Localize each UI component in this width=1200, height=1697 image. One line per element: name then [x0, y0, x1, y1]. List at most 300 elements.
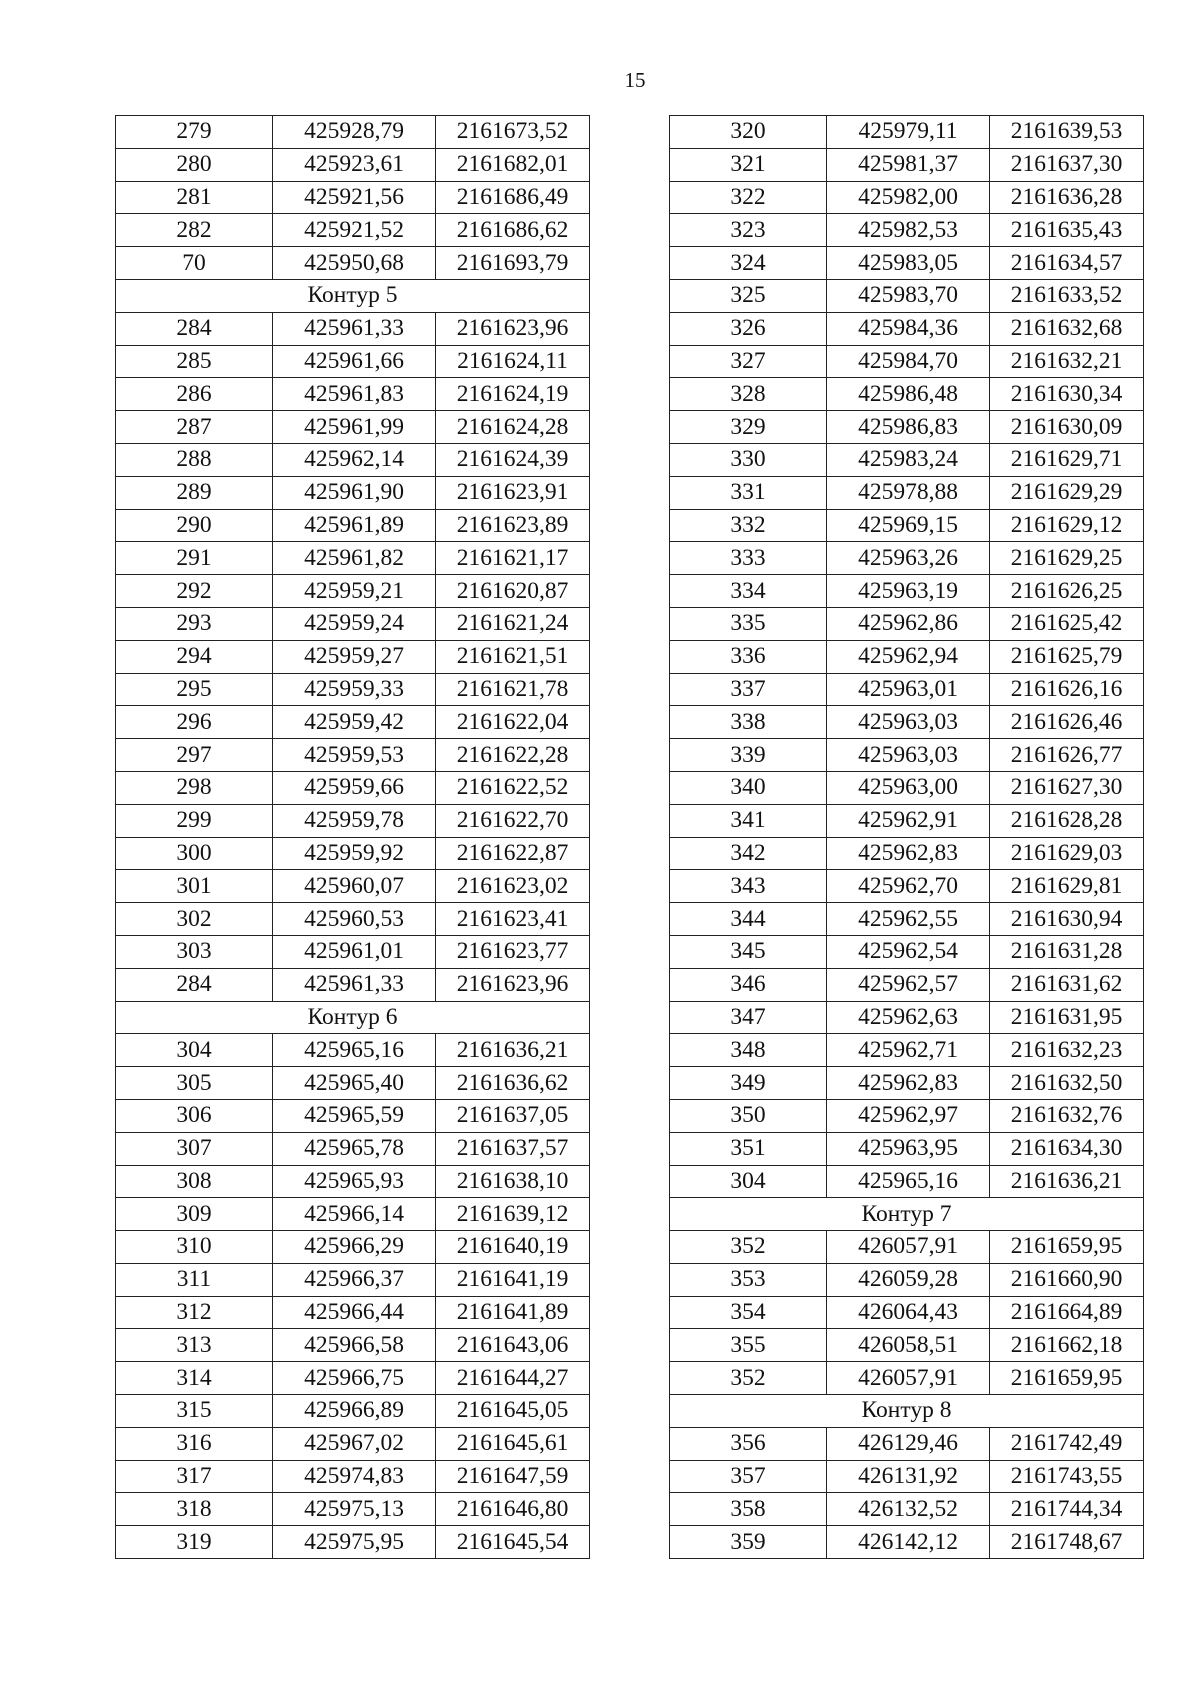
point-number-cell: 351 [670, 1132, 827, 1165]
table-row [670, 411, 1144, 444]
x-coordinate-cell: 425962,83 [827, 837, 990, 870]
table-row [670, 1263, 1144, 1296]
table-row [670, 148, 1144, 181]
x-coordinate-cell: 425975,95 [273, 1526, 436, 1559]
table-row [116, 1165, 590, 1198]
table-row [116, 903, 590, 936]
y-coordinate-cell: 2161624,11 [436, 345, 590, 378]
x-coordinate-cell: 425986,48 [827, 378, 990, 411]
x-coordinate-cell: 426058,51 [827, 1329, 990, 1362]
x-coordinate-cell: 426131,92 [827, 1460, 990, 1493]
x-coordinate-cell: 425984,36 [827, 312, 990, 345]
y-coordinate-cell: 2161631,28 [990, 935, 1144, 968]
table-row [670, 771, 1144, 804]
point-number-cell: 302 [116, 903, 273, 936]
y-coordinate-cell: 2161629,25 [990, 542, 1144, 575]
x-coordinate-cell: 425965,16 [273, 1034, 436, 1067]
y-coordinate-cell: 2161639,53 [990, 116, 1144, 149]
point-number-cell: 341 [670, 804, 827, 837]
table-row [670, 247, 1144, 280]
table-row [670, 1296, 1144, 1329]
point-number-cell: 315 [116, 1395, 273, 1428]
y-coordinate-cell: 2161627,30 [990, 771, 1144, 804]
table-row [116, 378, 590, 411]
point-number-cell: 306 [116, 1099, 273, 1132]
table-row [670, 1165, 1144, 1198]
point-number-cell: 297 [116, 739, 273, 772]
point-number-cell: 358 [670, 1493, 827, 1526]
point-number-cell: 298 [116, 771, 273, 804]
table-row [670, 542, 1144, 575]
x-coordinate-cell: 425960,07 [273, 870, 436, 903]
contour-heading-row [670, 1198, 1144, 1231]
table-row [116, 575, 590, 608]
y-coordinate-cell: 2161620,87 [436, 575, 590, 608]
point-number-cell: 301 [116, 870, 273, 903]
x-coordinate-cell: 425984,70 [827, 345, 990, 378]
y-coordinate-cell: 2161632,21 [990, 345, 1144, 378]
y-coordinate-cell: 2161626,25 [990, 575, 1144, 608]
table-row [670, 181, 1144, 214]
y-coordinate-cell: 2161637,57 [436, 1132, 590, 1165]
point-number-cell: 348 [670, 1034, 827, 1067]
table-row [116, 673, 590, 706]
y-coordinate-cell: 2161643,06 [436, 1329, 590, 1362]
x-coordinate-cell: 425963,03 [827, 739, 990, 772]
x-coordinate-cell: 425959,24 [273, 607, 436, 640]
y-coordinate-cell: 2161673,52 [436, 116, 590, 149]
y-coordinate-cell: 2161623,89 [436, 509, 590, 542]
x-coordinate-cell: 425981,37 [827, 148, 990, 181]
x-coordinate-cell: 425966,37 [273, 1263, 436, 1296]
y-coordinate-cell: 2161630,34 [990, 378, 1144, 411]
y-coordinate-cell: 2161629,81 [990, 870, 1144, 903]
x-coordinate-cell: 425986,83 [827, 411, 990, 444]
point-number-cell: 338 [670, 706, 827, 739]
point-number-cell: 334 [670, 575, 827, 608]
x-coordinate-cell: 425966,89 [273, 1395, 436, 1428]
x-coordinate-cell: 425963,00 [827, 771, 990, 804]
x-coordinate-cell: 425959,53 [273, 739, 436, 772]
point-number-cell: 352 [670, 1231, 827, 1264]
table-row [116, 804, 590, 837]
table-row [116, 443, 590, 476]
y-coordinate-cell: 2161686,49 [436, 181, 590, 214]
table-row [116, 640, 590, 673]
table-row [670, 1427, 1144, 1460]
y-coordinate-cell: 2161630,94 [990, 903, 1144, 936]
x-coordinate-cell: 425983,05 [827, 247, 990, 280]
point-number-cell: 325 [670, 279, 827, 312]
contour-heading: Контур 7 [670, 1198, 1144, 1231]
x-coordinate-cell: 425978,88 [827, 476, 990, 509]
table-row [116, 935, 590, 968]
x-coordinate-cell: 425974,83 [273, 1460, 436, 1493]
point-number-cell: 284 [116, 968, 273, 1001]
y-coordinate-cell: 2161621,24 [436, 607, 590, 640]
table-row [116, 148, 590, 181]
x-coordinate-cell: 425962,55 [827, 903, 990, 936]
x-coordinate-cell: 425969,15 [827, 509, 990, 542]
point-number-cell: 327 [670, 345, 827, 378]
x-coordinate-cell: 425963,26 [827, 542, 990, 575]
y-coordinate-cell: 2161636,28 [990, 181, 1144, 214]
x-coordinate-cell: 425961,89 [273, 509, 436, 542]
point-number-cell: 340 [670, 771, 827, 804]
y-coordinate-cell: 2161744,34 [990, 1493, 1144, 1526]
x-coordinate-cell: 425928,79 [273, 116, 436, 149]
y-coordinate-cell: 2161622,70 [436, 804, 590, 837]
page-number: 15 [624, 68, 646, 92]
table-row [116, 1263, 590, 1296]
table-row [670, 673, 1144, 706]
table-row [116, 1034, 590, 1067]
contour-heading-row [670, 1395, 1144, 1428]
point-number-cell: 332 [670, 509, 827, 542]
y-coordinate-cell: 2161631,62 [990, 968, 1144, 1001]
table-row [116, 1395, 590, 1428]
x-coordinate-cell: 425966,44 [273, 1296, 436, 1329]
y-coordinate-cell: 2161622,04 [436, 706, 590, 739]
x-coordinate-cell: 425959,78 [273, 804, 436, 837]
x-coordinate-cell: 425962,63 [827, 1001, 990, 1034]
x-coordinate-cell: 425962,94 [827, 640, 990, 673]
point-number-cell: 328 [670, 378, 827, 411]
x-coordinate-cell: 425921,56 [273, 181, 436, 214]
x-coordinate-cell: 425962,54 [827, 935, 990, 968]
y-coordinate-cell: 2161638,10 [436, 1165, 590, 1198]
point-number-cell: 352 [670, 1362, 827, 1395]
y-coordinate-cell: 2161625,42 [990, 607, 1144, 640]
point-number-cell: 320 [670, 116, 827, 149]
point-number-cell: 333 [670, 542, 827, 575]
table-row [670, 903, 1144, 936]
x-coordinate-cell: 425962,86 [827, 607, 990, 640]
table-row [670, 1132, 1144, 1165]
y-coordinate-cell: 2161626,46 [990, 706, 1144, 739]
y-coordinate-cell: 2161632,23 [990, 1034, 1144, 1067]
y-coordinate-cell: 2161629,12 [990, 509, 1144, 542]
table-row [670, 443, 1144, 476]
point-number-cell: 336 [670, 640, 827, 673]
x-coordinate-cell: 425923,61 [273, 148, 436, 181]
x-coordinate-cell: 426132,52 [827, 1493, 990, 1526]
table-row [670, 575, 1144, 608]
x-coordinate-cell: 425965,78 [273, 1132, 436, 1165]
table-row [116, 1132, 590, 1165]
x-coordinate-cell: 426129,46 [827, 1427, 990, 1460]
x-coordinate-cell: 425962,97 [827, 1099, 990, 1132]
table-row [116, 607, 590, 640]
x-coordinate-cell: 425966,75 [273, 1362, 436, 1395]
table-row [670, 968, 1144, 1001]
table-row [116, 1493, 590, 1526]
point-number-cell: 288 [116, 443, 273, 476]
table-row [116, 476, 590, 509]
y-coordinate-cell: 2161632,50 [990, 1067, 1144, 1100]
y-coordinate-cell: 2161624,19 [436, 378, 590, 411]
point-number-cell: 311 [116, 1263, 273, 1296]
y-coordinate-cell: 2161623,96 [436, 968, 590, 1001]
x-coordinate-cell: 425967,02 [273, 1427, 436, 1460]
table-row [670, 1067, 1144, 1100]
point-number-cell: 307 [116, 1132, 273, 1165]
table-row [670, 1329, 1144, 1362]
point-number-cell: 304 [670, 1165, 827, 1198]
x-coordinate-cell: 425962,83 [827, 1067, 990, 1100]
point-number-cell: 284 [116, 312, 273, 345]
x-coordinate-cell: 425982,00 [827, 181, 990, 214]
table-row [116, 181, 590, 214]
y-coordinate-cell: 2161622,87 [436, 837, 590, 870]
point-number-cell: 70 [116, 247, 273, 280]
x-coordinate-cell: 425966,14 [273, 1198, 436, 1231]
y-coordinate-cell: 2161621,78 [436, 673, 590, 706]
x-coordinate-cell: 425959,42 [273, 706, 436, 739]
x-coordinate-cell: 426057,91 [827, 1231, 990, 1264]
table-row [116, 1296, 590, 1329]
point-number-cell: 359 [670, 1526, 827, 1559]
point-number-cell: 308 [116, 1165, 273, 1198]
point-number-cell: 286 [116, 378, 273, 411]
point-number-cell: 353 [670, 1263, 827, 1296]
y-coordinate-cell: 2161622,52 [436, 771, 590, 804]
point-number-cell: 296 [116, 706, 273, 739]
table-row [116, 739, 590, 772]
table-row [116, 1427, 590, 1460]
point-number-cell: 349 [670, 1067, 827, 1100]
x-coordinate-cell: 426057,91 [827, 1362, 990, 1395]
contour-heading-row [116, 279, 590, 312]
y-coordinate-cell: 2161662,18 [990, 1329, 1144, 1362]
table-row [670, 706, 1144, 739]
table-row [116, 1231, 590, 1264]
y-coordinate-cell: 2161647,59 [436, 1460, 590, 1493]
point-number-cell: 324 [670, 247, 827, 280]
table-row [116, 411, 590, 444]
table-row [670, 476, 1144, 509]
x-coordinate-cell: 425965,40 [273, 1067, 436, 1100]
x-coordinate-cell: 425962,70 [827, 870, 990, 903]
x-coordinate-cell: 425965,16 [827, 1165, 990, 1198]
table-row [116, 837, 590, 870]
x-coordinate-cell: 425966,29 [273, 1231, 436, 1264]
x-coordinate-cell: 425961,90 [273, 476, 436, 509]
point-number-cell: 337 [670, 673, 827, 706]
table-row [116, 542, 590, 575]
y-coordinate-cell: 2161623,91 [436, 476, 590, 509]
point-number-cell: 299 [116, 804, 273, 837]
x-coordinate-cell: 425963,95 [827, 1132, 990, 1165]
point-number-cell: 292 [116, 575, 273, 608]
y-coordinate-cell: 2161659,95 [990, 1362, 1144, 1395]
point-number-cell: 343 [670, 870, 827, 903]
y-coordinate-cell: 2161624,28 [436, 411, 590, 444]
point-number-cell: 350 [670, 1099, 827, 1132]
table-row [670, 1493, 1144, 1526]
x-coordinate-cell: 425963,03 [827, 706, 990, 739]
y-coordinate-cell: 2161646,80 [436, 1493, 590, 1526]
y-coordinate-cell: 2161645,05 [436, 1395, 590, 1428]
contour-heading: Контур 6 [116, 1001, 590, 1034]
table-row [116, 870, 590, 903]
table-row [670, 804, 1144, 837]
point-number-cell: 318 [116, 1493, 273, 1526]
x-coordinate-cell: 425961,33 [273, 968, 436, 1001]
y-coordinate-cell: 2161644,27 [436, 1362, 590, 1395]
y-coordinate-cell: 2161660,90 [990, 1263, 1144, 1296]
point-number-cell: 316 [116, 1427, 273, 1460]
point-number-cell: 303 [116, 935, 273, 968]
point-number-cell: 305 [116, 1067, 273, 1100]
y-coordinate-cell: 2161626,16 [990, 673, 1144, 706]
x-coordinate-cell: 425963,01 [827, 673, 990, 706]
y-coordinate-cell: 2161623,41 [436, 903, 590, 936]
point-number-cell: 321 [670, 148, 827, 181]
y-coordinate-cell: 2161631,95 [990, 1001, 1144, 1034]
x-coordinate-cell: 425962,91 [827, 804, 990, 837]
y-coordinate-cell: 2161742,49 [990, 1427, 1144, 1460]
y-coordinate-cell: 2161621,51 [436, 640, 590, 673]
y-coordinate-cell: 2161639,12 [436, 1198, 590, 1231]
point-number-cell: 317 [116, 1460, 273, 1493]
point-number-cell: 323 [670, 214, 827, 247]
y-coordinate-cell: 2161682,01 [436, 148, 590, 181]
y-coordinate-cell: 2161664,89 [990, 1296, 1144, 1329]
point-number-cell: 322 [670, 181, 827, 214]
point-number-cell: 304 [116, 1034, 273, 1067]
x-coordinate-cell: 425959,27 [273, 640, 436, 673]
contour-heading: Контур 8 [670, 1395, 1144, 1428]
point-number-cell: 329 [670, 411, 827, 444]
x-coordinate-cell: 425982,53 [827, 214, 990, 247]
table-row [116, 1460, 590, 1493]
x-coordinate-cell: 425959,21 [273, 575, 436, 608]
x-coordinate-cell: 425959,92 [273, 837, 436, 870]
point-number-cell: 344 [670, 903, 827, 936]
table-row [116, 1526, 590, 1559]
y-coordinate-cell: 2161636,62 [436, 1067, 590, 1100]
table-row [670, 870, 1144, 903]
y-coordinate-cell: 2161629,71 [990, 443, 1144, 476]
y-coordinate-cell: 2161625,79 [990, 640, 1144, 673]
x-coordinate-cell: 425983,24 [827, 443, 990, 476]
point-number-cell: 287 [116, 411, 273, 444]
table-row [670, 509, 1144, 542]
table-row [116, 1067, 590, 1100]
table-row [670, 214, 1144, 247]
point-number-cell: 314 [116, 1362, 273, 1395]
point-number-cell: 290 [116, 509, 273, 542]
table-row [670, 1526, 1144, 1559]
point-number-cell: 289 [116, 476, 273, 509]
y-coordinate-cell: 2161632,76 [990, 1099, 1144, 1132]
table-row [670, 312, 1144, 345]
point-number-cell: 354 [670, 1296, 827, 1329]
table-row [116, 1362, 590, 1395]
y-coordinate-cell: 2161622,28 [436, 739, 590, 772]
x-coordinate-cell: 425975,13 [273, 1493, 436, 1526]
point-number-cell: 282 [116, 214, 273, 247]
y-coordinate-cell: 2161659,95 [990, 1231, 1144, 1264]
y-coordinate-cell: 2161623,96 [436, 312, 590, 345]
x-coordinate-cell: 425963,19 [827, 575, 990, 608]
y-coordinate-cell: 2161640,19 [436, 1231, 590, 1264]
table-row [116, 968, 590, 1001]
y-coordinate-cell: 2161621,17 [436, 542, 590, 575]
x-coordinate-cell: 426059,28 [827, 1263, 990, 1296]
point-number-cell: 291 [116, 542, 273, 575]
table-row [116, 1099, 590, 1132]
x-coordinate-cell: 426142,12 [827, 1526, 990, 1559]
point-number-cell: 313 [116, 1329, 273, 1362]
y-coordinate-cell: 2161634,30 [990, 1132, 1144, 1165]
table-row [670, 1001, 1144, 1034]
point-number-cell: 312 [116, 1296, 273, 1329]
point-number-cell: 330 [670, 443, 827, 476]
table-row [670, 1460, 1144, 1493]
x-coordinate-cell: 425961,33 [273, 312, 436, 345]
x-coordinate-cell: 425983,70 [827, 279, 990, 312]
y-coordinate-cell: 2161623,02 [436, 870, 590, 903]
y-coordinate-cell: 2161641,89 [436, 1296, 590, 1329]
y-coordinate-cell: 2161645,54 [436, 1526, 590, 1559]
point-number-cell: 355 [670, 1329, 827, 1362]
point-number-cell: 356 [670, 1427, 827, 1460]
table-row [670, 1099, 1144, 1132]
x-coordinate-cell: 426064,43 [827, 1296, 990, 1329]
point-number-cell: 285 [116, 345, 273, 378]
x-coordinate-cell: 425960,53 [273, 903, 436, 936]
point-number-cell: 357 [670, 1460, 827, 1493]
x-coordinate-cell: 425961,83 [273, 378, 436, 411]
y-coordinate-cell: 2161693,79 [436, 247, 590, 280]
y-coordinate-cell: 2161634,57 [990, 247, 1144, 280]
x-coordinate-cell: 425961,99 [273, 411, 436, 444]
table-row [116, 247, 590, 280]
table-row [670, 837, 1144, 870]
x-coordinate-cell: 425979,11 [827, 116, 990, 149]
y-coordinate-cell: 2161629,03 [990, 837, 1144, 870]
point-number-cell: 346 [670, 968, 827, 1001]
point-number-cell: 294 [116, 640, 273, 673]
point-number-cell: 279 [116, 116, 273, 149]
y-coordinate-cell: 2161636,21 [436, 1034, 590, 1067]
table-row [670, 640, 1144, 673]
y-coordinate-cell: 2161686,62 [436, 214, 590, 247]
x-coordinate-cell: 425962,57 [827, 968, 990, 1001]
x-coordinate-cell: 425962,14 [273, 443, 436, 476]
x-coordinate-cell: 425959,33 [273, 673, 436, 706]
table-row [116, 771, 590, 804]
table-row [670, 739, 1144, 772]
point-number-cell: 339 [670, 739, 827, 772]
table-row [116, 1329, 590, 1362]
table-row [670, 1034, 1144, 1067]
coordinates-table-left [115, 115, 590, 1559]
point-number-cell: 300 [116, 837, 273, 870]
table-row [670, 116, 1144, 149]
point-number-cell: 309 [116, 1198, 273, 1231]
y-coordinate-cell: 2161630,09 [990, 411, 1144, 444]
point-number-cell: 295 [116, 673, 273, 706]
x-coordinate-cell: 425959,66 [273, 771, 436, 804]
y-coordinate-cell: 2161748,67 [990, 1526, 1144, 1559]
y-coordinate-cell: 2161637,05 [436, 1099, 590, 1132]
y-coordinate-cell: 2161629,29 [990, 476, 1144, 509]
contour-heading: Контур 5 [116, 279, 590, 312]
x-coordinate-cell: 425921,52 [273, 214, 436, 247]
